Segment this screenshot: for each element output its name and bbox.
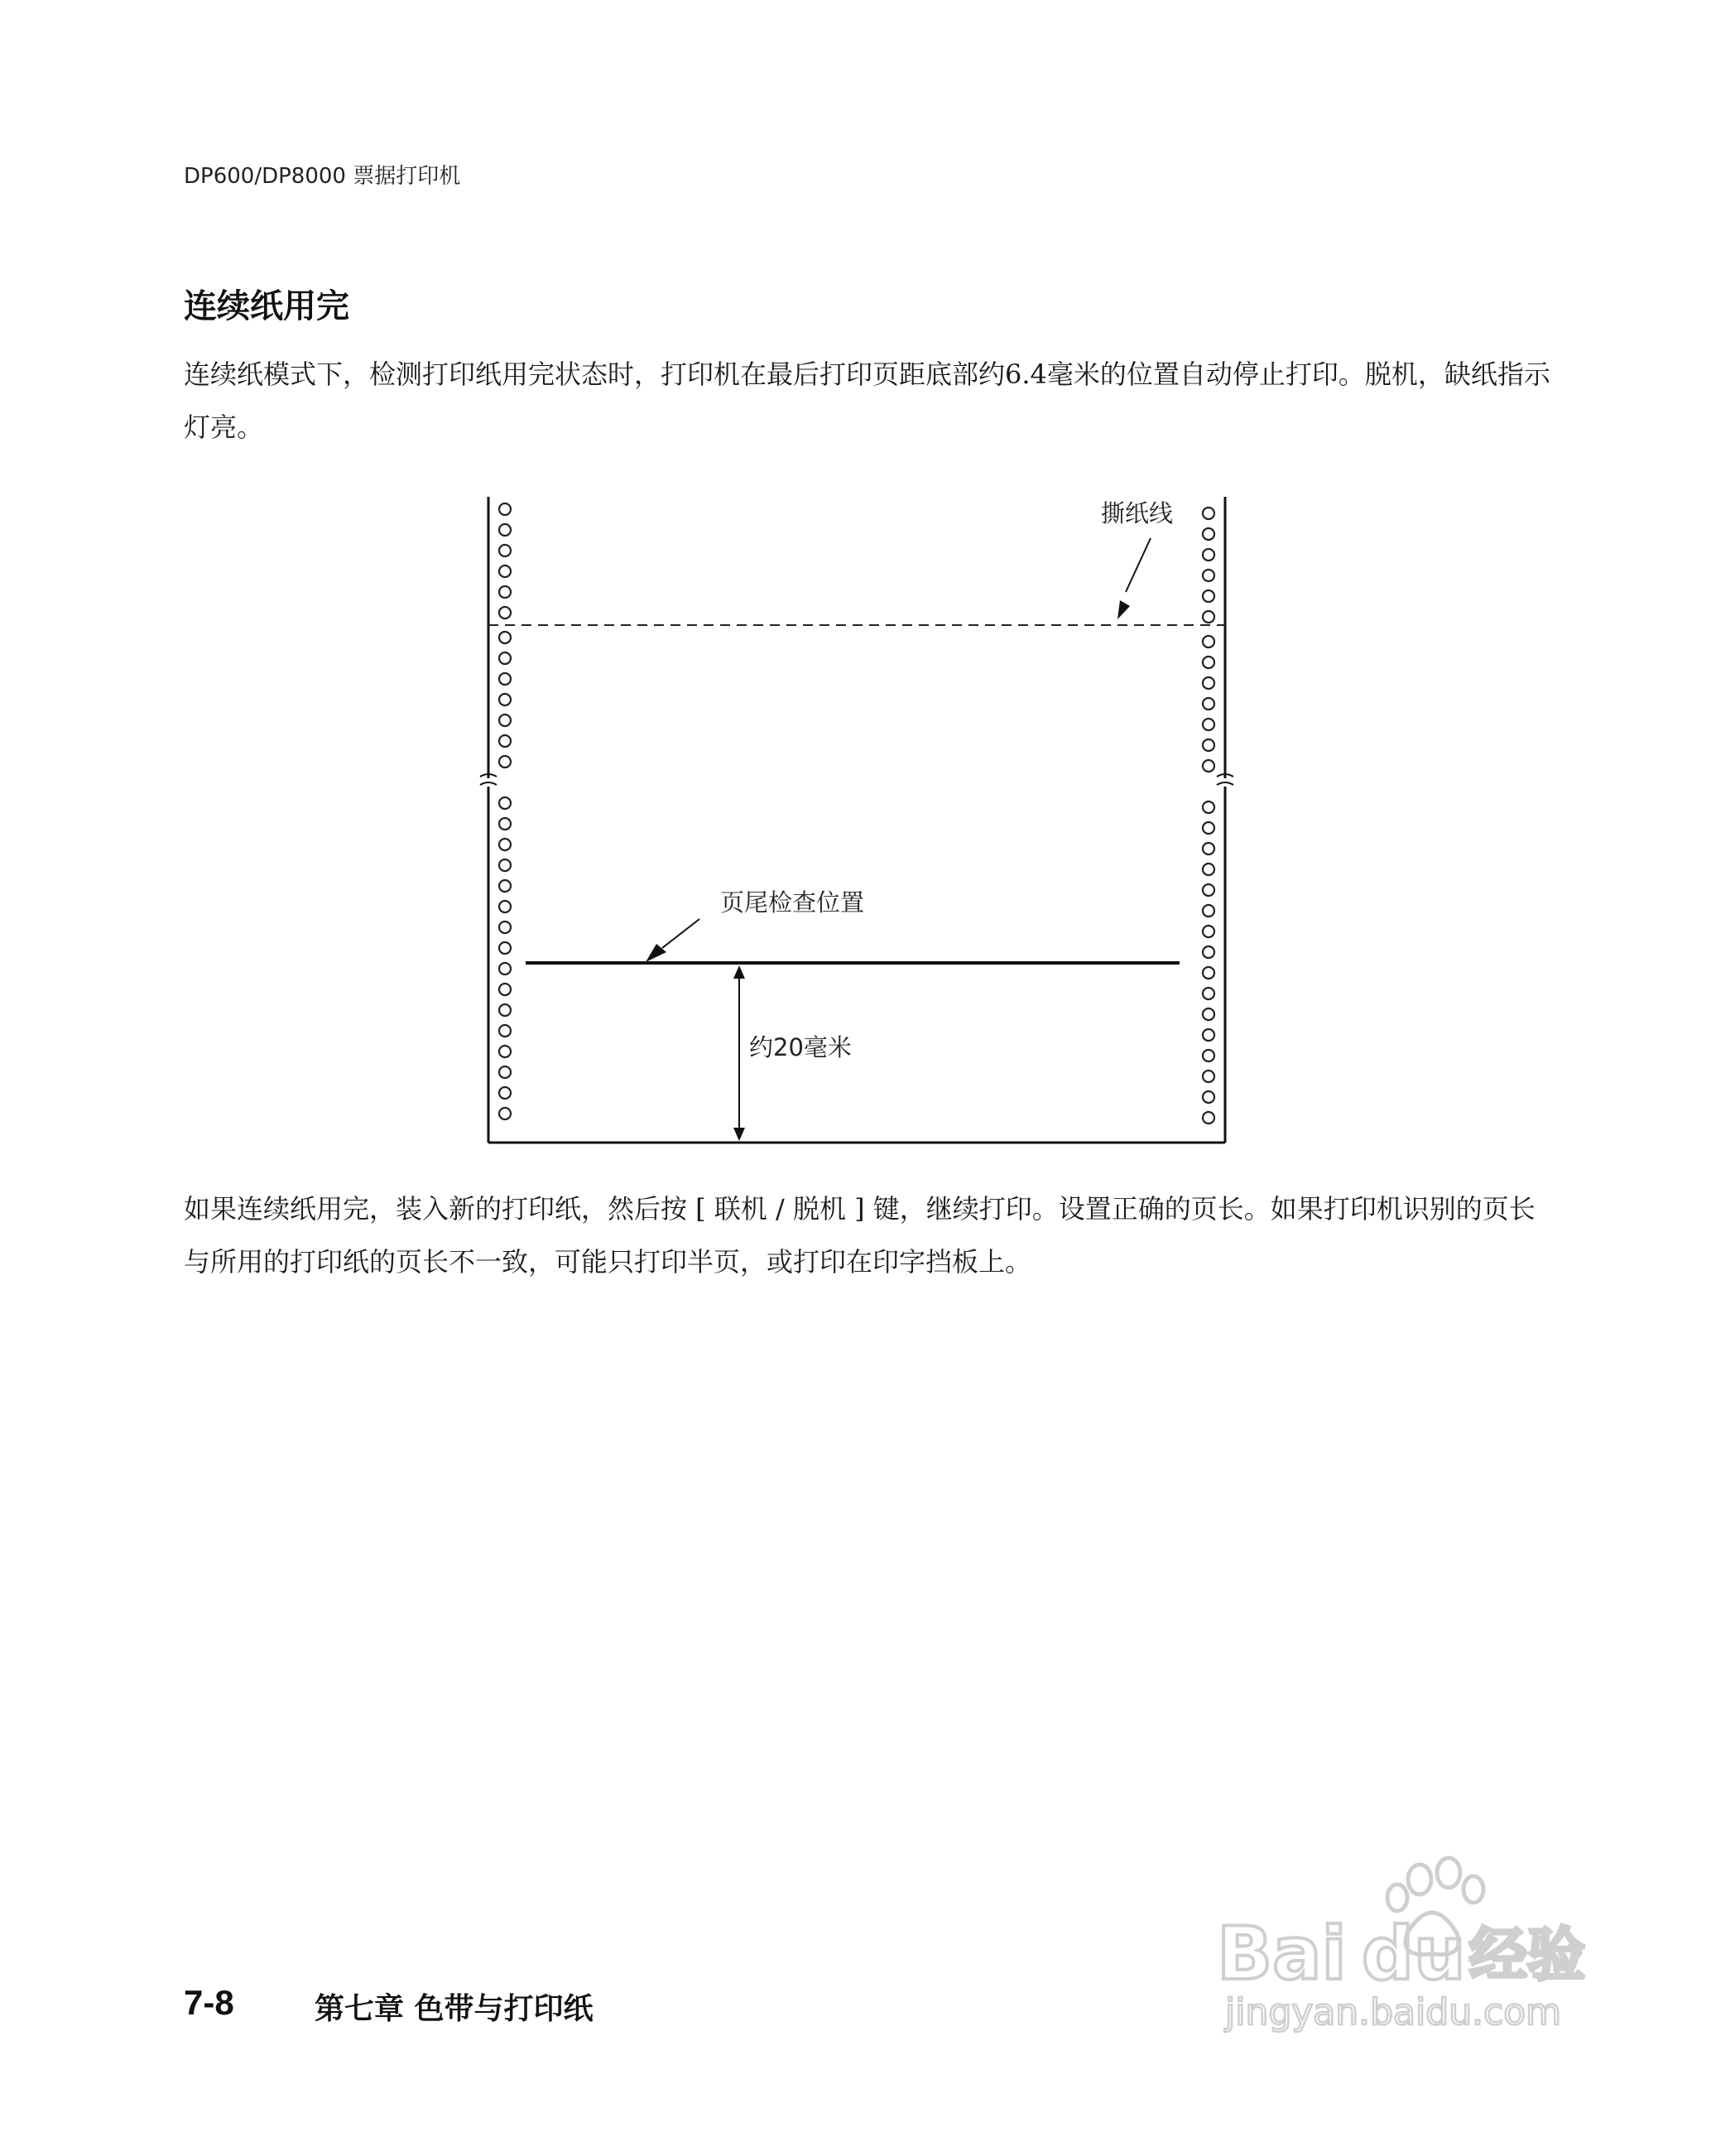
distance-arrow-bottom (733, 1128, 745, 1141)
paragraph-paper-end-behavior: 连续纸模式下，检测打印纸用完状态时，打印机在最后打印页距底部约6.4毫米的位置自动停止打印。脱机，缺纸指示灯亮。 (184, 359, 1550, 443)
paragraph-reload-instructions: 如果连续纸用完，装入新的打印纸，然后按 [ 联机 / 脱机 ] 键，继续打印。设置正确的页长。如果打印机识别的页长与所用的打印纸的页长不一致，可能只打印半页，或打印在印字挡板上。 (184, 1193, 1536, 1278)
page-number: 7-8 (184, 1983, 234, 2022)
svg-text:经验: 经验 (1469, 1921, 1585, 1989)
svg-text:Bai: Bai (1217, 1911, 1347, 1996)
tear-line-label: 撕纸线 (1101, 499, 1174, 527)
distance-label: 约20毫米 (749, 1033, 852, 1061)
section-title: 连续纸用完 (184, 287, 349, 325)
svg-text:jingyan.baidu.com: jingyan.baidu.com (1225, 1991, 1562, 2033)
tear-line-leader-arrow (1117, 600, 1130, 619)
distance-arrow-top (733, 965, 745, 979)
continuous-paper-diagram (459, 488, 1254, 1167)
running-header: DP600/DP8000 票据打印机 (184, 164, 461, 189)
tear-line-leader (1126, 538, 1151, 592)
check-position-label: 页尾检查位置 (720, 888, 865, 917)
right-feed-holes (1203, 508, 1214, 1124)
check-position-leader (662, 919, 699, 948)
chapter-title: 第七章 色带与打印纸 (315, 1992, 594, 2026)
baidu-watermark-logo (1209, 1855, 1622, 2037)
svg-text:du: du (1362, 1911, 1466, 1996)
left-feed-holes (499, 503, 511, 1119)
